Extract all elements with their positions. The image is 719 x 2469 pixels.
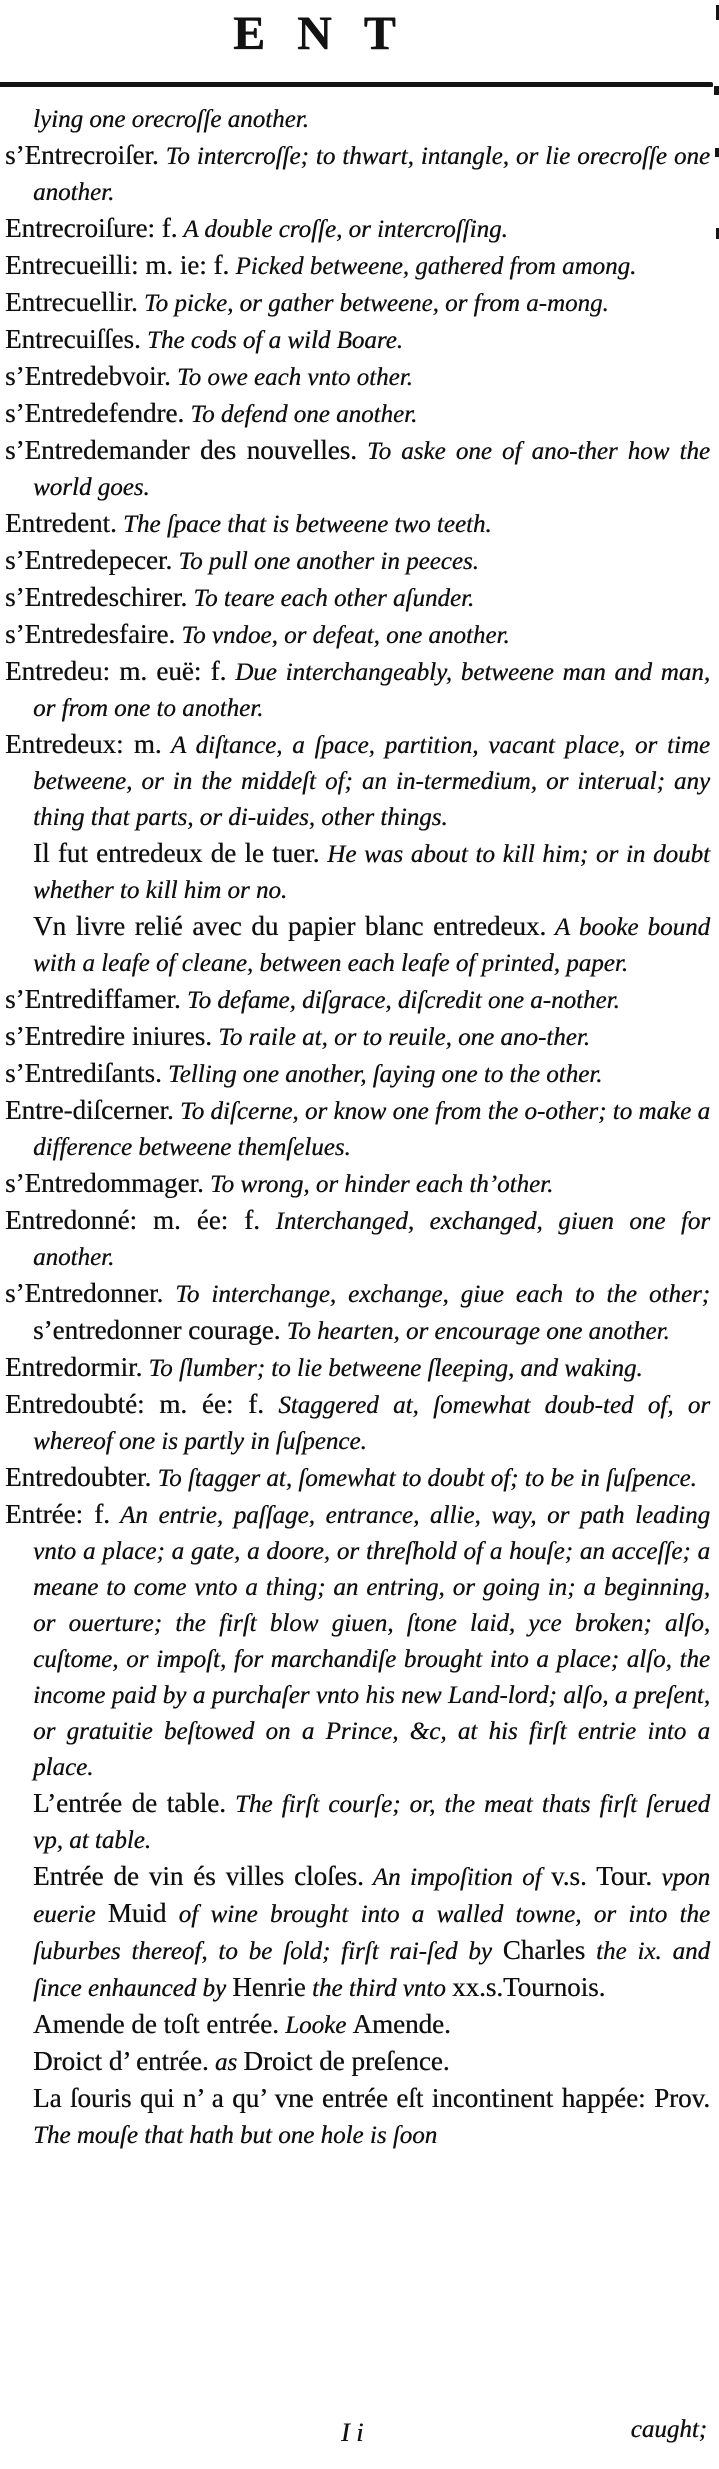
- dictionary-entry: [5, 983, 710, 1020]
- english-gloss: An impoſition of: [363, 1864, 551, 1891]
- headword: Entre-diſcerner.: [5, 1095, 174, 1125]
- usage-example: [5, 1860, 710, 2008]
- english-gloss: Due interchangeably, betweene man and man, or from one to another.: [33, 659, 710, 722]
- french-phrase: Muid: [107, 1898, 167, 1928]
- headword: s’Entredemander des nouvelles.: [5, 435, 357, 465]
- english-gloss: To defame, diſgrace, diſcredit one a-nother.: [180, 987, 620, 1014]
- english-gloss: of wine brought into a walled towne, or into the ſuburbes thereof, to be ſold; firſt rai-ſed by: [33, 1901, 711, 1965]
- english-gloss: To intercroſſe; to thwart, intangle, or lie orecroſſe one another.: [33, 143, 710, 206]
- english-gloss: A diſtance, a ſpace, partition, vacant place, or time betweene, or in the middeſt of; an in-termedium, or interual; any thing that parts, or di-uides, other things.: [33, 732, 710, 831]
- dictionary-entry: [5, 655, 710, 728]
- english-gloss: He was about to kill him; or in doubt whether to kill him or no.: [33, 841, 711, 904]
- usage-example: [5, 2045, 710, 2082]
- french-phrase: La ſouris qui n’ a qu’ vne entrée eſt incontinent happée: Prov.: [33, 2083, 710, 2113]
- english-gloss: To teare each other aſunder.: [187, 585, 475, 612]
- headword: Entredent.: [5, 508, 117, 538]
- signature-mark: I i: [341, 2418, 364, 2447]
- french-phrase: Il fut entredeux de le tuer.: [33, 838, 320, 868]
- french-phrase: Entrée de vin és villes cloſes.: [33, 1861, 364, 1891]
- headword: s’Entredeschirer.: [5, 582, 188, 612]
- french-phrase: Droict d’ entrée.: [33, 2046, 209, 2076]
- headword: s’Entrediffamer.: [5, 984, 181, 1014]
- french-phrase: Vn livre relié avec du papier blanc entredeux.: [33, 911, 547, 941]
- dictionary-entry: [5, 1094, 710, 1167]
- dictionary-entry: [5, 581, 710, 618]
- usage-example: [5, 2082, 710, 2155]
- english-gloss: To hearten, or encourage one another.: [280, 1318, 670, 1345]
- english-gloss: Telling one another, ſaying one to the other.: [161, 1061, 603, 1088]
- english-gloss: To picke, or gather betweene, or from a-mong.: [137, 290, 609, 317]
- headword: Entrecuellir.: [5, 287, 138, 317]
- headword: Entredormir.: [5, 1352, 143, 1382]
- english-gloss: The cods of a wild Boare.: [140, 327, 403, 354]
- english-gloss: To ſtagger at, ſomewhat to doubt of; to be in ſuſpence.: [151, 1465, 697, 1492]
- dictionary-entry: [5, 618, 710, 655]
- headword: Entredoubté: m. ée: f.: [5, 1389, 264, 1419]
- dictionary-entry: [5, 1498, 710, 1787]
- entries-container: [0, 103, 719, 2155]
- english-gloss: The ſpace that is betweene two teeth.: [116, 511, 492, 538]
- dictionary-entry: [5, 1057, 710, 1094]
- english-gloss: An entrie, paſſage, entrance, allie, way, or path leading vnto a place; a gate, a doore, or threſhold of a houſe; an acceſſe; a meane to come vnto a thing; an entring, or going in; a beginning, or ouerture; the firſt blow giuen, ſtone laid, yce broken; alſo, cuſtome, or impoſt, for marchandiſe brought into a place; alſo, the income paid by a purchaſer vnto his new Land-lord; alſo, a preſent, or gratuitie beſtowed on a Prince, &c, at his firſt entrie into a place.: [33, 1502, 710, 1781]
- dictionary-entry: [5, 139, 710, 212]
- usage-example: [5, 2008, 710, 2045]
- headword: s’Entredonner.: [5, 1278, 164, 1308]
- headword: Entrecuiſſes.: [5, 324, 141, 354]
- usage-example: [5, 837, 710, 910]
- page-title: ENT: [233, 7, 428, 60]
- headword: s’Entredommager.: [5, 1168, 204, 1198]
- english-gloss: Picked betweene, gathered from among.: [229, 253, 637, 280]
- dictionary-entry: [5, 249, 710, 286]
- dictionary-entry: [5, 397, 710, 434]
- dictionary-entry: [5, 1167, 710, 1204]
- dictionary-entry: [5, 544, 710, 581]
- english-gloss: To vndoe, or defeat, one another.: [175, 622, 510, 649]
- english-gloss: vpon euerie: [33, 1864, 710, 1928]
- dictionary-entry: [5, 323, 710, 360]
- english-gloss: the third vnto: [305, 1975, 452, 2002]
- french-phrase: Droict de preſence.: [243, 2046, 450, 2076]
- english-gloss: as: [208, 2049, 244, 2076]
- continuation-line: [5, 103, 710, 139]
- dictionary-entry: [5, 1388, 710, 1461]
- dictionary-entry: [5, 1351, 710, 1388]
- headword: s’Entredebvoir.: [5, 361, 171, 391]
- french-phrase: Amende de toſt entrée.: [33, 2009, 279, 2039]
- catchword: caught;: [630, 2416, 707, 2443]
- english-gloss: lying one orecroſſe another.: [33, 106, 309, 133]
- english-gloss: To ſlumber; to lie betweene ſleeping, and waking.: [142, 1355, 643, 1382]
- english-gloss: Looke: [278, 2012, 353, 2039]
- english-gloss: To pull one another in peeces.: [172, 548, 479, 575]
- usage-example: [5, 910, 710, 983]
- french-phrase: s’entredonner courage.: [33, 1315, 281, 1345]
- dictionary-entry: [5, 507, 710, 544]
- dictionary-entry: [5, 728, 710, 837]
- english-gloss: the ix. and ſince enhaunced by: [33, 1938, 710, 2002]
- headword: Entrée: f.: [5, 1499, 110, 1529]
- dictionary-entry: [5, 1461, 710, 1498]
- english-gloss: Interchanged, exchanged, giuen one for another.: [33, 1208, 711, 1271]
- dictionary-entry: [5, 434, 710, 507]
- english-gloss: The mouſe that hath but one hole is ſoon: [33, 2122, 438, 2149]
- french-phrase: v.s. Tour.: [550, 1861, 652, 1891]
- page-footer: [0, 2416, 719, 2458]
- french-phrase: Charles: [502, 1935, 586, 1965]
- english-gloss: To owe each vnto other.: [170, 364, 413, 391]
- headword: s’Entrediſants.: [5, 1058, 162, 1088]
- headword: Entredonné: m. ée: f.: [5, 1205, 260, 1235]
- french-phrase: xx.s.Tournois.: [451, 1972, 606, 2002]
- headword: Entrecueilli: m. ie: f.: [5, 250, 230, 280]
- english-gloss: To wrong, or hinder each th’other.: [203, 1171, 554, 1198]
- french-phrase: L’entrée de table.: [33, 1788, 226, 1818]
- scan-artifact: [714, 86, 719, 95]
- dictionary-entry: [5, 1277, 710, 1351]
- french-phrase: Henrie: [232, 1972, 306, 2002]
- french-phrase: Amende.: [352, 2009, 451, 2039]
- dictionary-entry: [5, 212, 710, 249]
- english-gloss: To interchange, exchange, giue each to the other;: [163, 1281, 710, 1308]
- english-gloss: To aske one of ano-ther how the world goes.: [33, 438, 710, 501]
- english-gloss: Staggered at, ſomewhat doub-ted of, or whereof one is partly in ſuſpence.: [33, 1392, 710, 1455]
- english-gloss: The firſt courſe; or, the meat thats firſt ſerued vp, at table.: [33, 1791, 710, 1854]
- headword: Entredeu: m. euë: f.: [5, 656, 227, 686]
- headword: s’Entredepecer.: [5, 545, 173, 575]
- dictionary-entry: [5, 360, 710, 397]
- headword: s’Entrecroiſer.: [5, 140, 159, 170]
- english-gloss: A booke bound with a leafe of cleane, between each leafe of printed, paper.: [33, 914, 711, 977]
- headword: s’Entredire iniures.: [5, 1021, 212, 1051]
- english-gloss: To defend one another.: [184, 401, 418, 428]
- headword: s’Entredesfaire.: [5, 619, 176, 649]
- dictionary-entry: [5, 1020, 710, 1057]
- headword: Entrecroiſure: f.: [5, 213, 178, 243]
- header-rule: [0, 82, 713, 87]
- headword: Entredeux: m.: [5, 729, 162, 759]
- usage-example: [5, 1787, 710, 1860]
- headword: Entredoubter.: [5, 1462, 152, 1492]
- headword: s’Entredefendre.: [5, 398, 185, 428]
- dictionary-entry: [5, 1204, 710, 1277]
- english-gloss: To diſcerne, or know one from the o-other; to make a difference betweene themſelues.: [33, 1098, 710, 1161]
- english-gloss: To raile at, or to reuile, one ano-ther.: [211, 1024, 590, 1051]
- english-gloss: A double croſſe, or intercroſſing.: [177, 216, 508, 243]
- dictionary-entry: [5, 286, 710, 323]
